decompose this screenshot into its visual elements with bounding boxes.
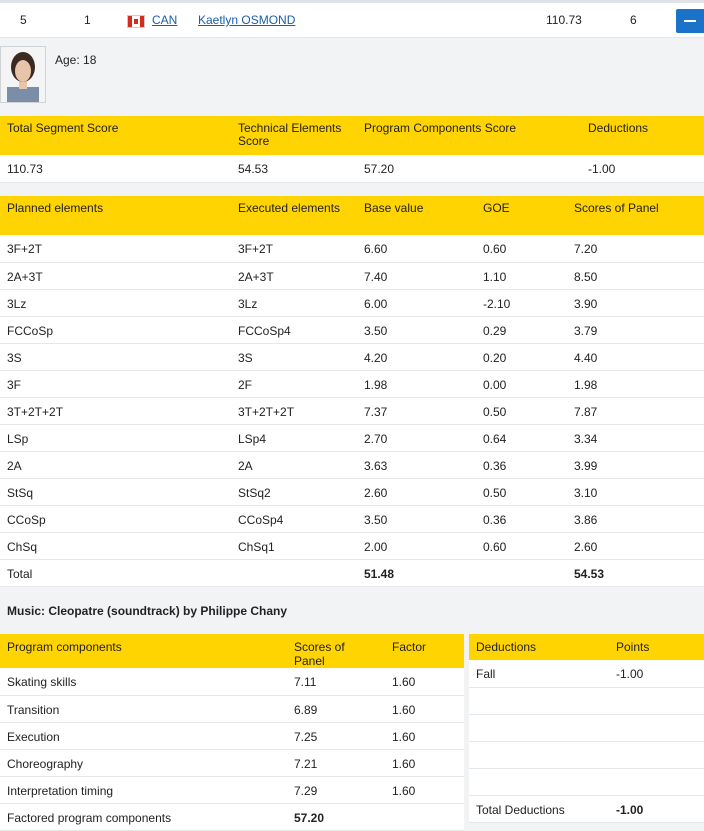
cell: 0.64 bbox=[476, 424, 567, 451]
table-row bbox=[0, 424, 704, 451]
cell: 3.90 bbox=[567, 289, 704, 316]
cell: 0.50 bbox=[476, 397, 567, 424]
table-header-row bbox=[0, 196, 704, 235]
cell bbox=[469, 714, 609, 741]
header-cell: Deductions bbox=[581, 116, 704, 155]
cell: 7.25 bbox=[287, 722, 385, 749]
cell: 1.98 bbox=[357, 370, 476, 397]
skater-age: Age: 18 bbox=[55, 53, 97, 67]
header-cell: Scores of Panel bbox=[287, 634, 385, 668]
cell: 7.37 bbox=[357, 397, 476, 424]
table-row bbox=[0, 262, 704, 289]
cell: 0.36 bbox=[476, 505, 567, 532]
total-label: Factored program components bbox=[0, 803, 287, 830]
header-cell: Planned elements bbox=[0, 196, 231, 235]
elements-table bbox=[0, 196, 704, 587]
total-row bbox=[0, 803, 464, 830]
header-cell: Factor bbox=[385, 634, 464, 668]
table-header-row bbox=[469, 634, 704, 660]
cell: 0.60 bbox=[476, 235, 567, 262]
cell: 2.60 bbox=[357, 478, 476, 505]
table-row bbox=[469, 660, 704, 687]
cell: 7.20 bbox=[567, 235, 704, 262]
cell: 1.60 bbox=[385, 776, 464, 803]
segment-score-table bbox=[0, 116, 704, 183]
cell: StSq bbox=[0, 478, 231, 505]
cell: 110.73 bbox=[0, 155, 231, 182]
total-row bbox=[0, 559, 704, 586]
cell: 3S bbox=[231, 343, 357, 370]
cell: 3Lz bbox=[0, 289, 231, 316]
header-cell: Scores of Panel bbox=[567, 196, 704, 235]
cell: 1.10 bbox=[476, 262, 567, 289]
cell: 3T+2T+2T bbox=[0, 397, 231, 424]
cell: ChSq bbox=[0, 532, 231, 559]
cell bbox=[385, 803, 464, 830]
cell bbox=[609, 714, 704, 741]
cell: 2A bbox=[0, 451, 231, 478]
cell: 2.60 bbox=[567, 532, 704, 559]
header-cell: Deductions bbox=[469, 634, 609, 660]
cell: 3F+2T bbox=[231, 235, 357, 262]
header-cell: Executed elements bbox=[231, 196, 357, 235]
cell: 0.60 bbox=[476, 532, 567, 559]
cell: 6.89 bbox=[287, 695, 385, 722]
cell: CCoSp4 bbox=[231, 505, 357, 532]
cell: Choreography bbox=[0, 749, 287, 776]
table-row bbox=[0, 451, 704, 478]
rank: 5 bbox=[20, 13, 27, 27]
cell: Interpretation timing bbox=[0, 776, 287, 803]
total-panel-score: 54.53 bbox=[567, 559, 704, 586]
cell: 1.98 bbox=[567, 370, 704, 397]
cell: 3.50 bbox=[357, 505, 476, 532]
cell: 7.21 bbox=[287, 749, 385, 776]
cell bbox=[231, 559, 357, 586]
cell: 1.60 bbox=[385, 695, 464, 722]
cell: 2A+3T bbox=[0, 262, 231, 289]
cell: Skating skills bbox=[0, 668, 287, 695]
cell: 8.50 bbox=[567, 262, 704, 289]
cell: 54.53 bbox=[231, 155, 357, 182]
table-row bbox=[0, 668, 464, 695]
cell: 3.10 bbox=[567, 478, 704, 505]
cell: StSq2 bbox=[231, 478, 357, 505]
collapse-button[interactable] bbox=[676, 9, 704, 33]
cell: 0.50 bbox=[476, 478, 567, 505]
cell: 7.29 bbox=[287, 776, 385, 803]
header-cell: Total Segment Score bbox=[0, 116, 231, 155]
cell: -2.10 bbox=[476, 289, 567, 316]
cell bbox=[476, 559, 567, 586]
header-cell: Technical Elements Score bbox=[231, 116, 357, 155]
cell: 3.34 bbox=[567, 424, 704, 451]
cell: 2A bbox=[231, 451, 357, 478]
cell: 1.60 bbox=[385, 749, 464, 776]
table-row bbox=[0, 722, 464, 749]
total-row bbox=[469, 795, 704, 822]
cell: 3F bbox=[0, 370, 231, 397]
total-base-value: 51.48 bbox=[357, 559, 476, 586]
cell: 6.60 bbox=[357, 235, 476, 262]
cell: 3.86 bbox=[567, 505, 704, 532]
cell: 2F bbox=[231, 370, 357, 397]
placement: 6 bbox=[630, 13, 637, 27]
cell bbox=[469, 741, 609, 768]
table-row bbox=[0, 695, 464, 722]
cell bbox=[609, 768, 704, 795]
cell bbox=[609, 741, 704, 768]
cell: 1.60 bbox=[385, 668, 464, 695]
total-score: 110.73 bbox=[546, 13, 582, 27]
table-row bbox=[0, 749, 464, 776]
cell: 3T+2T+2T bbox=[231, 397, 357, 424]
cell: 0.36 bbox=[476, 451, 567, 478]
deductions-table bbox=[469, 634, 704, 823]
table-row bbox=[469, 768, 704, 795]
cell bbox=[609, 687, 704, 714]
cell: FCCoSp bbox=[0, 316, 231, 343]
header-cell: GOE bbox=[476, 196, 567, 235]
table-row bbox=[0, 505, 704, 532]
music-title: Music: Cleopatre (soundtrack) by Philippe Chany bbox=[7, 604, 288, 618]
table-row bbox=[0, 776, 464, 803]
table-row bbox=[469, 741, 704, 768]
table-row bbox=[469, 714, 704, 741]
total-value: -1.00 bbox=[609, 795, 704, 822]
table-row bbox=[0, 235, 704, 262]
cell: 6.00 bbox=[357, 289, 476, 316]
cell: 2A+3T bbox=[231, 262, 357, 289]
total-label: Total Deductions bbox=[469, 795, 609, 822]
header-cell: Program components bbox=[0, 634, 287, 668]
total-value: 57.20 bbox=[287, 803, 385, 830]
skater-header-row bbox=[0, 3, 704, 38]
table-row bbox=[0, 370, 704, 397]
cell: 2.00 bbox=[357, 532, 476, 559]
table-row bbox=[0, 155, 704, 182]
header-cell: Program Components Score bbox=[357, 116, 581, 155]
cell bbox=[469, 687, 609, 714]
skater-name-link[interactable]: Kaetlyn OSMOND bbox=[198, 13, 296, 27]
cell: ChSq1 bbox=[231, 532, 357, 559]
table-row bbox=[0, 532, 704, 559]
cell: 0.20 bbox=[476, 343, 567, 370]
cell: 3.79 bbox=[567, 316, 704, 343]
header-cell: Base value bbox=[357, 196, 476, 235]
cell: 3S bbox=[0, 343, 231, 370]
table-row bbox=[0, 478, 704, 505]
cell bbox=[469, 768, 609, 795]
skater-photo bbox=[0, 46, 46, 103]
start-number: 1 bbox=[84, 13, 91, 27]
nation-link[interactable]: CAN bbox=[152, 13, 178, 27]
cell: 4.20 bbox=[357, 343, 476, 370]
cell: LSp4 bbox=[231, 424, 357, 451]
table-row bbox=[469, 687, 704, 714]
table-row bbox=[0, 316, 704, 343]
cell: 3.50 bbox=[357, 316, 476, 343]
cell: 0.29 bbox=[476, 316, 567, 343]
header-cell: Points bbox=[609, 634, 704, 660]
cell: 0.00 bbox=[476, 370, 567, 397]
program-components-table bbox=[0, 634, 464, 831]
cell: 7.40 bbox=[357, 262, 476, 289]
cell: -1.00 bbox=[609, 660, 704, 687]
cell: 3.99 bbox=[567, 451, 704, 478]
table-header-row bbox=[0, 116, 704, 155]
cell: CCoSp bbox=[0, 505, 231, 532]
cell: FCCoSp4 bbox=[231, 316, 357, 343]
total-label: Total bbox=[0, 559, 231, 586]
table-row bbox=[0, 397, 704, 424]
cell: -1.00 bbox=[581, 155, 704, 182]
cell: 7.87 bbox=[567, 397, 704, 424]
cell: 1.60 bbox=[385, 722, 464, 749]
cell: 3Lz bbox=[231, 289, 357, 316]
cell: Transition bbox=[0, 695, 287, 722]
cell: 2.70 bbox=[357, 424, 476, 451]
cell: Execution bbox=[0, 722, 287, 749]
cell: 7.11 bbox=[287, 668, 385, 695]
table-row bbox=[0, 289, 704, 316]
cell: 57.20 bbox=[357, 155, 581, 182]
cell: 4.40 bbox=[567, 343, 704, 370]
table-row bbox=[0, 343, 704, 370]
cell: LSp bbox=[0, 424, 231, 451]
cell: 3.63 bbox=[357, 451, 476, 478]
cell: 3F+2T bbox=[0, 235, 231, 262]
table-header-row bbox=[0, 634, 464, 668]
cell: Fall bbox=[469, 660, 609, 687]
canada-flag-icon bbox=[127, 15, 145, 28]
